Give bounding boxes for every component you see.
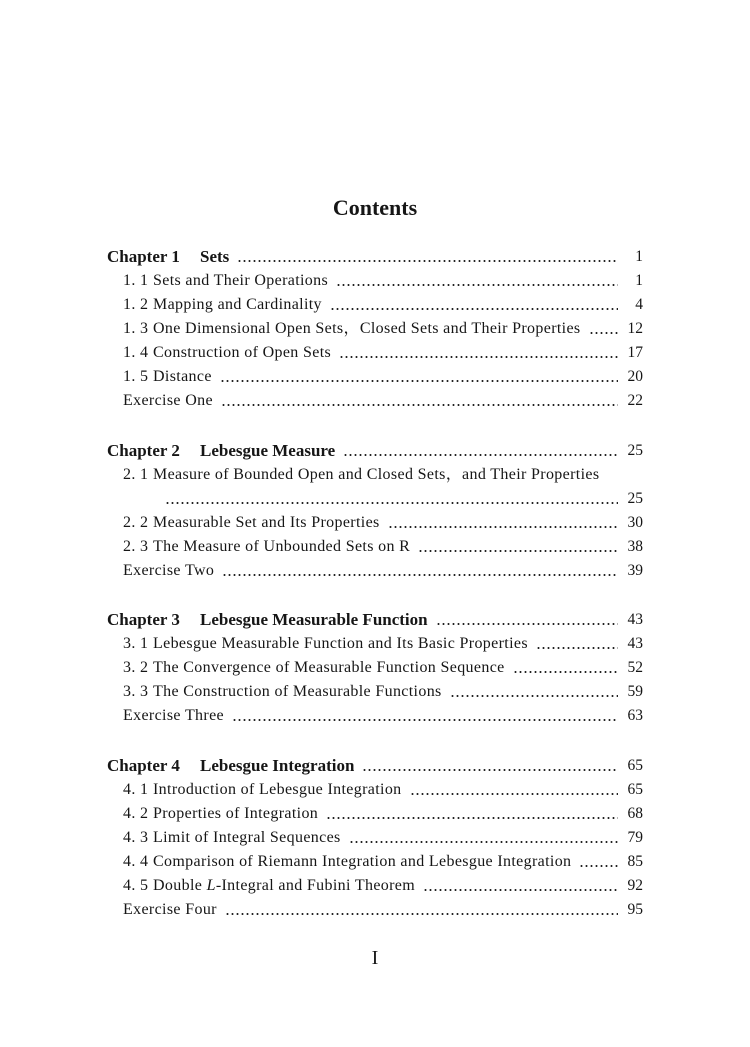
page-number: 4 — [635, 296, 643, 313]
chapter-heading — [107, 245, 229, 269]
toc-exercise-entry — [107, 389, 643, 413]
section-title: Sets and Their Operations — [153, 272, 329, 289]
toc-section-entry — [107, 632, 643, 656]
dot-leader — [589, 317, 618, 341]
dot-leader — [362, 754, 618, 778]
toc-section-entry — [107, 850, 643, 874]
toc-section-entry — [107, 463, 643, 487]
chapter-label: Chapter 2 — [107, 440, 180, 460]
chapter-label: Chapter 3 — [107, 610, 180, 629]
page-number: 65 — [627, 756, 643, 774]
toc-section-entry — [107, 341, 643, 365]
chapter-title: Lebesgue Integration — [200, 755, 355, 775]
page-number: 1 — [635, 272, 643, 289]
chapter-heading — [107, 439, 335, 463]
section-title: Lebesgue Measurable Function and Its Basic Properties — [153, 635, 528, 652]
section-number: 1. 4 — [123, 344, 149, 361]
section-heading — [123, 656, 505, 680]
section-heading — [123, 680, 442, 704]
section-title: The Measure of Unbounded Sets on R — [153, 537, 411, 555]
section-heading — [123, 632, 528, 656]
section-title: Mapping and Cardinality — [153, 296, 322, 313]
dot-leader — [343, 439, 618, 463]
section-heading — [123, 826, 341, 850]
page-number: 1 — [635, 248, 643, 265]
section-number: 4. 4 — [123, 852, 149, 870]
page-number: 17 — [627, 344, 643, 361]
dot-leader — [339, 341, 618, 365]
section-heading — [123, 874, 415, 898]
section-number: 3. 3 — [123, 683, 149, 700]
dot-leader — [410, 778, 618, 802]
exercise-title: Exercise One — [123, 392, 213, 409]
dot-leader — [513, 656, 618, 680]
page-number: 20 — [627, 368, 643, 385]
dot-leader — [336, 269, 618, 293]
dot-leader — [165, 487, 618, 511]
chapter-title: Sets — [200, 247, 230, 266]
toc-chapter-entry — [107, 754, 643, 778]
section-number: 4. 2 — [123, 804, 149, 822]
chapter-group-4 — [107, 754, 643, 922]
section-heading — [123, 463, 599, 487]
toc-section-entry — [107, 874, 643, 898]
chapter-title: Lebesgue Measure — [200, 440, 336, 460]
section-heading — [123, 341, 331, 365]
section-heading — [123, 802, 318, 826]
dot-leader — [579, 850, 618, 874]
dot-leader — [388, 511, 618, 535]
section-title: Introduction of Lebesgue Integration — [153, 780, 402, 798]
chapter-group-1 — [107, 245, 643, 413]
dot-leader — [436, 608, 618, 632]
section-title: The Convergence of Measurable Function Sequence — [153, 659, 505, 676]
exercise-title: Exercise Four — [123, 900, 217, 918]
toc-section-entry — [107, 656, 643, 680]
chapter-title: Lebesgue Measurable Function — [200, 610, 428, 629]
section-title — [153, 877, 415, 894]
toc-section-entry — [107, 365, 643, 389]
dot-leader — [536, 632, 618, 656]
page-number: 68 — [627, 804, 643, 822]
toc-section-continuation — [107, 487, 643, 511]
toc-chapter-entry — [107, 439, 643, 463]
dot-leader — [418, 535, 618, 559]
section-title: Comparison of Riemann Integration and Lebesgue Integration — [153, 852, 572, 870]
toc-section-entry — [107, 535, 643, 559]
section-number: 3. 2 — [123, 659, 149, 676]
dot-leader — [222, 559, 618, 583]
page-number: 59 — [627, 683, 643, 700]
section-heading — [123, 850, 571, 874]
section-title: Distance — [153, 368, 212, 385]
table-of-contents — [107, 245, 643, 922]
page-number: 25 — [627, 489, 643, 507]
section-title: The Construction of Measurable Functions — [153, 683, 442, 700]
page-number: 39 — [627, 561, 643, 579]
chapter-heading — [107, 608, 428, 632]
section-number: 2. 3 — [123, 537, 149, 555]
page-number: 85 — [627, 852, 643, 870]
folio-page-number: I — [371, 947, 379, 969]
section-title: Measure of Bounded Open and Closed Sets，and Their Properties — [153, 465, 600, 483]
toc-section-entry — [107, 802, 643, 826]
section-number: 4. 3 — [123, 828, 149, 846]
page-number: 25 — [627, 441, 643, 459]
toc-chapter-entry — [107, 245, 643, 269]
page-number: 79 — [627, 828, 643, 846]
toc-section-entry — [107, 511, 643, 535]
page-number: 92 — [627, 876, 643, 894]
dot-leader — [221, 389, 618, 413]
dot-leader — [237, 245, 618, 269]
section-title: Measurable Set and Its Properties — [153, 513, 380, 531]
section-number: 2. 1 — [123, 465, 149, 483]
section-number: 1. 2 — [123, 296, 149, 313]
page-title: Contents — [332, 195, 418, 220]
section-title-suffix: -Integral and Fubini Theorem — [215, 876, 416, 894]
page-number: 43 — [627, 635, 643, 652]
dot-leader — [232, 704, 618, 728]
chapter-label: Chapter 4 — [107, 755, 180, 775]
dot-leader — [225, 898, 618, 922]
section-title: Limit of Integral Sequences — [153, 828, 341, 846]
toc-section-entry — [107, 680, 643, 704]
toc-section-entry — [107, 778, 643, 802]
section-title: Construction of Open Sets — [153, 344, 332, 361]
section-title: Properties of Integration — [153, 804, 319, 822]
section-heading — [123, 317, 581, 341]
toc-exercise-entry — [107, 704, 643, 728]
dot-leader — [326, 802, 618, 826]
toc-section-entry — [107, 826, 643, 850]
page-number: 65 — [627, 780, 643, 798]
dot-leader — [330, 293, 618, 317]
section-heading — [123, 511, 380, 535]
page-number: 52 — [627, 659, 643, 676]
section-number: 4. 1 — [123, 780, 149, 798]
chapter-group-3 — [107, 608, 643, 728]
dot-leader — [450, 680, 618, 704]
page-number: 12 — [627, 320, 643, 337]
section-number: 1. 5 — [123, 368, 149, 385]
section-heading — [123, 778, 402, 802]
page-number: 22 — [627, 392, 643, 409]
dot-leader — [349, 826, 618, 850]
section-heading — [123, 365, 212, 389]
toc-exercise-entry — [107, 898, 643, 922]
section-number: 4. 5 — [123, 876, 149, 894]
section-number: 1. 3 — [123, 320, 149, 337]
exercise-title: Exercise Two — [123, 561, 215, 579]
toc-section-entry — [107, 269, 643, 293]
chapter-group-2 — [107, 439, 643, 583]
section-number: 2. 2 — [123, 513, 149, 531]
section-heading — [123, 535, 410, 559]
chapter-label: Chapter 1 — [107, 247, 180, 266]
dot-leader — [423, 874, 618, 898]
toc-exercise-entry — [107, 559, 643, 583]
dot-leader — [220, 365, 618, 389]
toc-section-entry — [107, 317, 643, 341]
section-number: 3. 1 — [123, 635, 149, 652]
page-number: 95 — [627, 900, 643, 918]
section-heading — [123, 269, 328, 293]
section-heading — [123, 293, 322, 317]
page-number: 43 — [627, 611, 643, 628]
section-number: 1. 1 — [123, 272, 149, 289]
exercise-title: Exercise Three — [123, 707, 224, 724]
section-title: One Dimensional Open Sets，Closed Sets and Their Properties — [153, 320, 581, 337]
section-title-prefix: Double — [153, 876, 207, 894]
page-number: 63 — [627, 707, 643, 724]
page-number: 38 — [627, 537, 643, 555]
page-number: 30 — [627, 513, 643, 531]
toc-section-entry — [107, 293, 643, 317]
chapter-heading — [107, 754, 354, 778]
section-title-italic: L — [206, 876, 216, 894]
toc-chapter-entry — [107, 608, 643, 632]
